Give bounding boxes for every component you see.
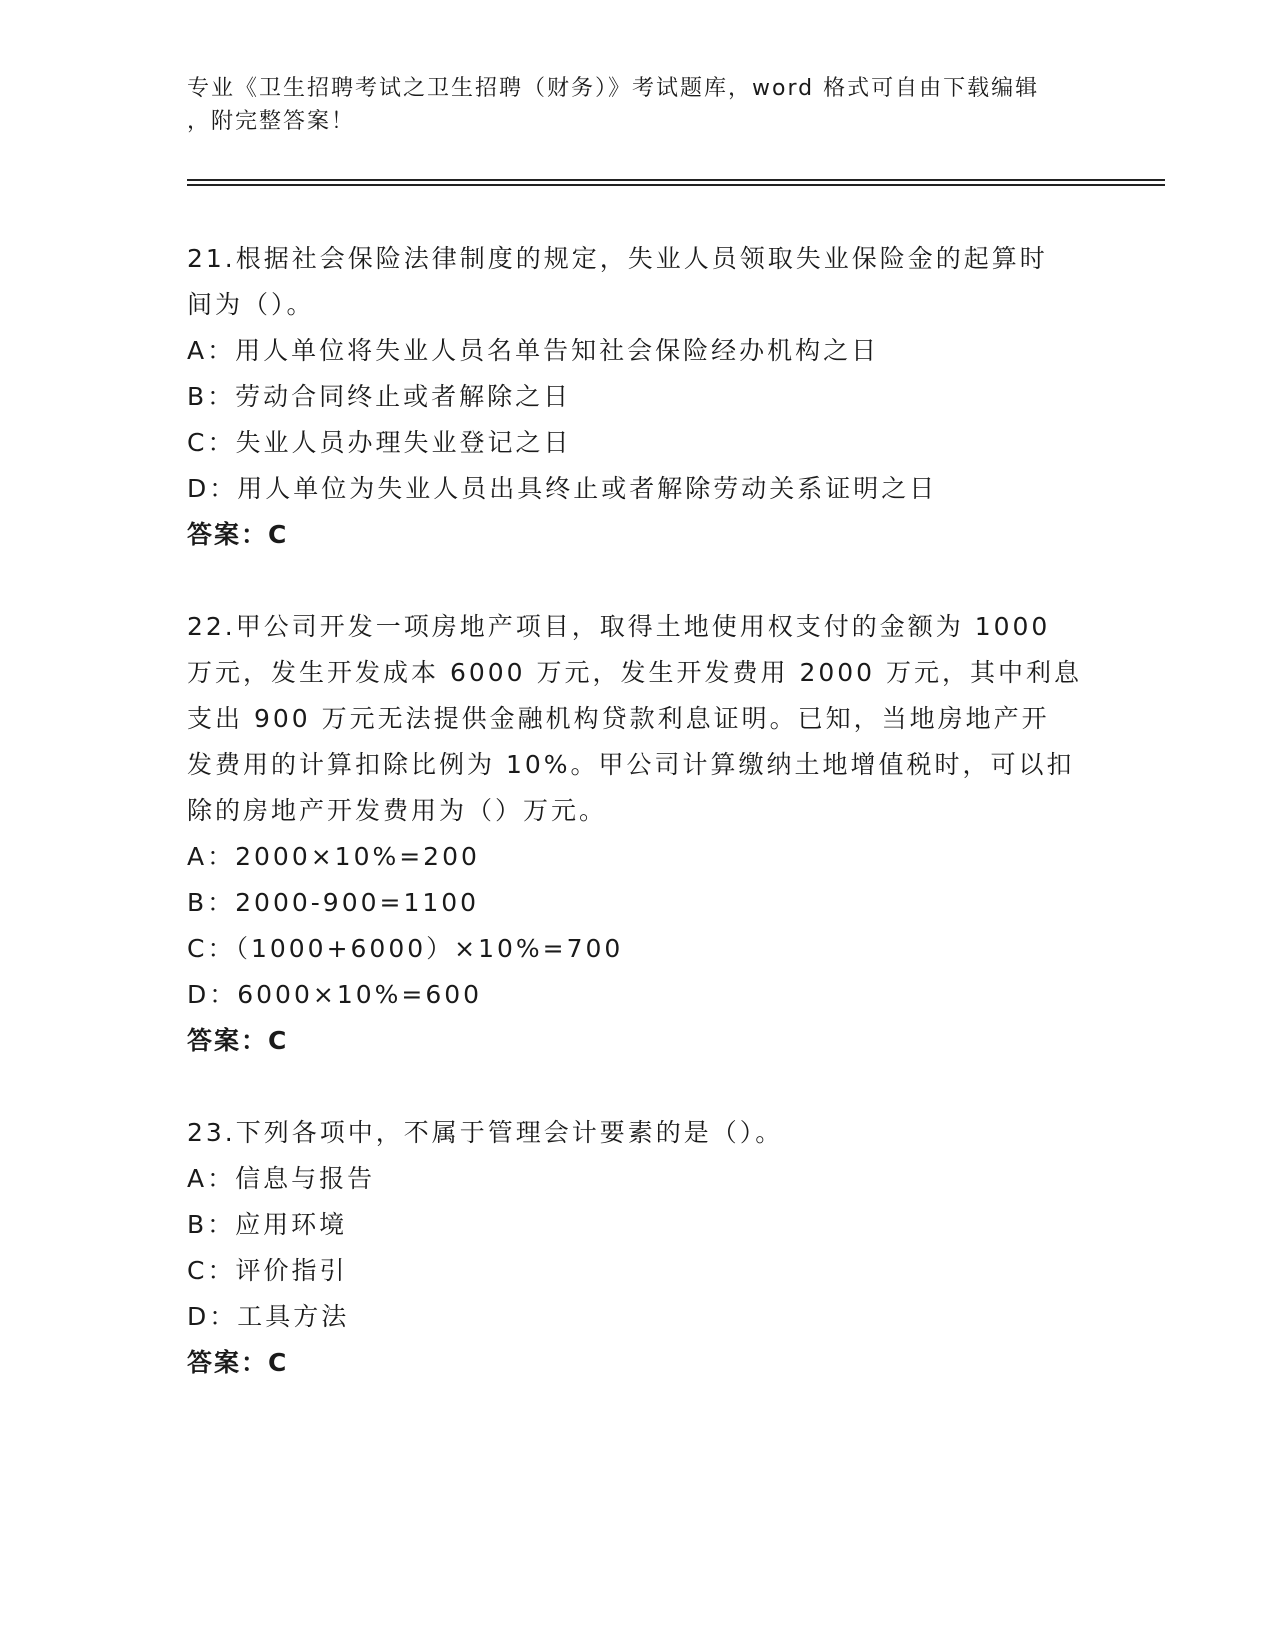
option-b: B：2000-900=1100 bbox=[187, 888, 480, 917]
document-header bbox=[187, 72, 1067, 138]
option-d: D：工具方法 bbox=[187, 1302, 350, 1331]
question-stem-line: 支出 900 万元无法提供金融机构贷款利息证明。已知，当地房地产开 bbox=[187, 704, 1050, 733]
question-23 bbox=[187, 1110, 1087, 1386]
question-stem-line: 21.根据社会保险法律制度的规定，失业人员领取失业保险金的起算时 bbox=[187, 244, 1048, 273]
option-a: A：2000×10%=200 bbox=[187, 842, 480, 871]
answer-text: 答案：C bbox=[187, 520, 289, 549]
option-b: B：劳动合同终止或者解除之日 bbox=[187, 382, 572, 411]
question-21 bbox=[187, 236, 1087, 558]
question-stem-line: 万元，发生开发成本 6000 万元，发生开发费用 2000 万元，其中利息 bbox=[187, 658, 1083, 687]
answer-text: 答案：C bbox=[187, 1026, 289, 1055]
option-c: C：（1000+6000）×10%=700 bbox=[187, 934, 624, 963]
header-rule-bottom bbox=[187, 184, 1165, 186]
option-b: B：应用环境 bbox=[187, 1210, 348, 1239]
question-22 bbox=[187, 604, 1087, 1064]
option-c: C：失业人员办理失业登记之日 bbox=[187, 428, 572, 457]
header-rule-top bbox=[187, 179, 1165, 181]
question-stem-line: 22.甲公司开发一项房地产项目，取得土地使用权支付的金额为 1000 bbox=[187, 612, 1051, 641]
option-a: A：用人单位将失业人员名单告知社会保险经办机构之日 bbox=[187, 336, 880, 365]
option-d: D：用人单位为失业人员出具终止或者解除劳动关系证明之日 bbox=[187, 474, 938, 503]
question-stem-line: 23.下列各项中，不属于管理会计要素的是（）。 bbox=[187, 1118, 784, 1147]
header-line-1: 专业《卫生招聘考试之卫生招聘（财务）》考试题库，word 格式可自由下载编辑 bbox=[187, 76, 1040, 101]
option-d: D：6000×10%=600 bbox=[187, 980, 483, 1009]
header-line-2: ，附完整答案！ bbox=[187, 109, 356, 134]
option-a: A：信息与报告 bbox=[187, 1164, 376, 1193]
question-stem-line: 间为（）。 bbox=[187, 290, 315, 319]
question-stem-line: 除的房地产开发费用为（）万元。 bbox=[187, 796, 608, 825]
answer-text: 答案：C bbox=[187, 1348, 289, 1377]
question-stem-line: 发费用的计算扣除比例为 10%。甲公司计算缴纳土地增值税时，可以扣 bbox=[187, 750, 1075, 779]
option-c: C：评价指引 bbox=[187, 1256, 348, 1285]
